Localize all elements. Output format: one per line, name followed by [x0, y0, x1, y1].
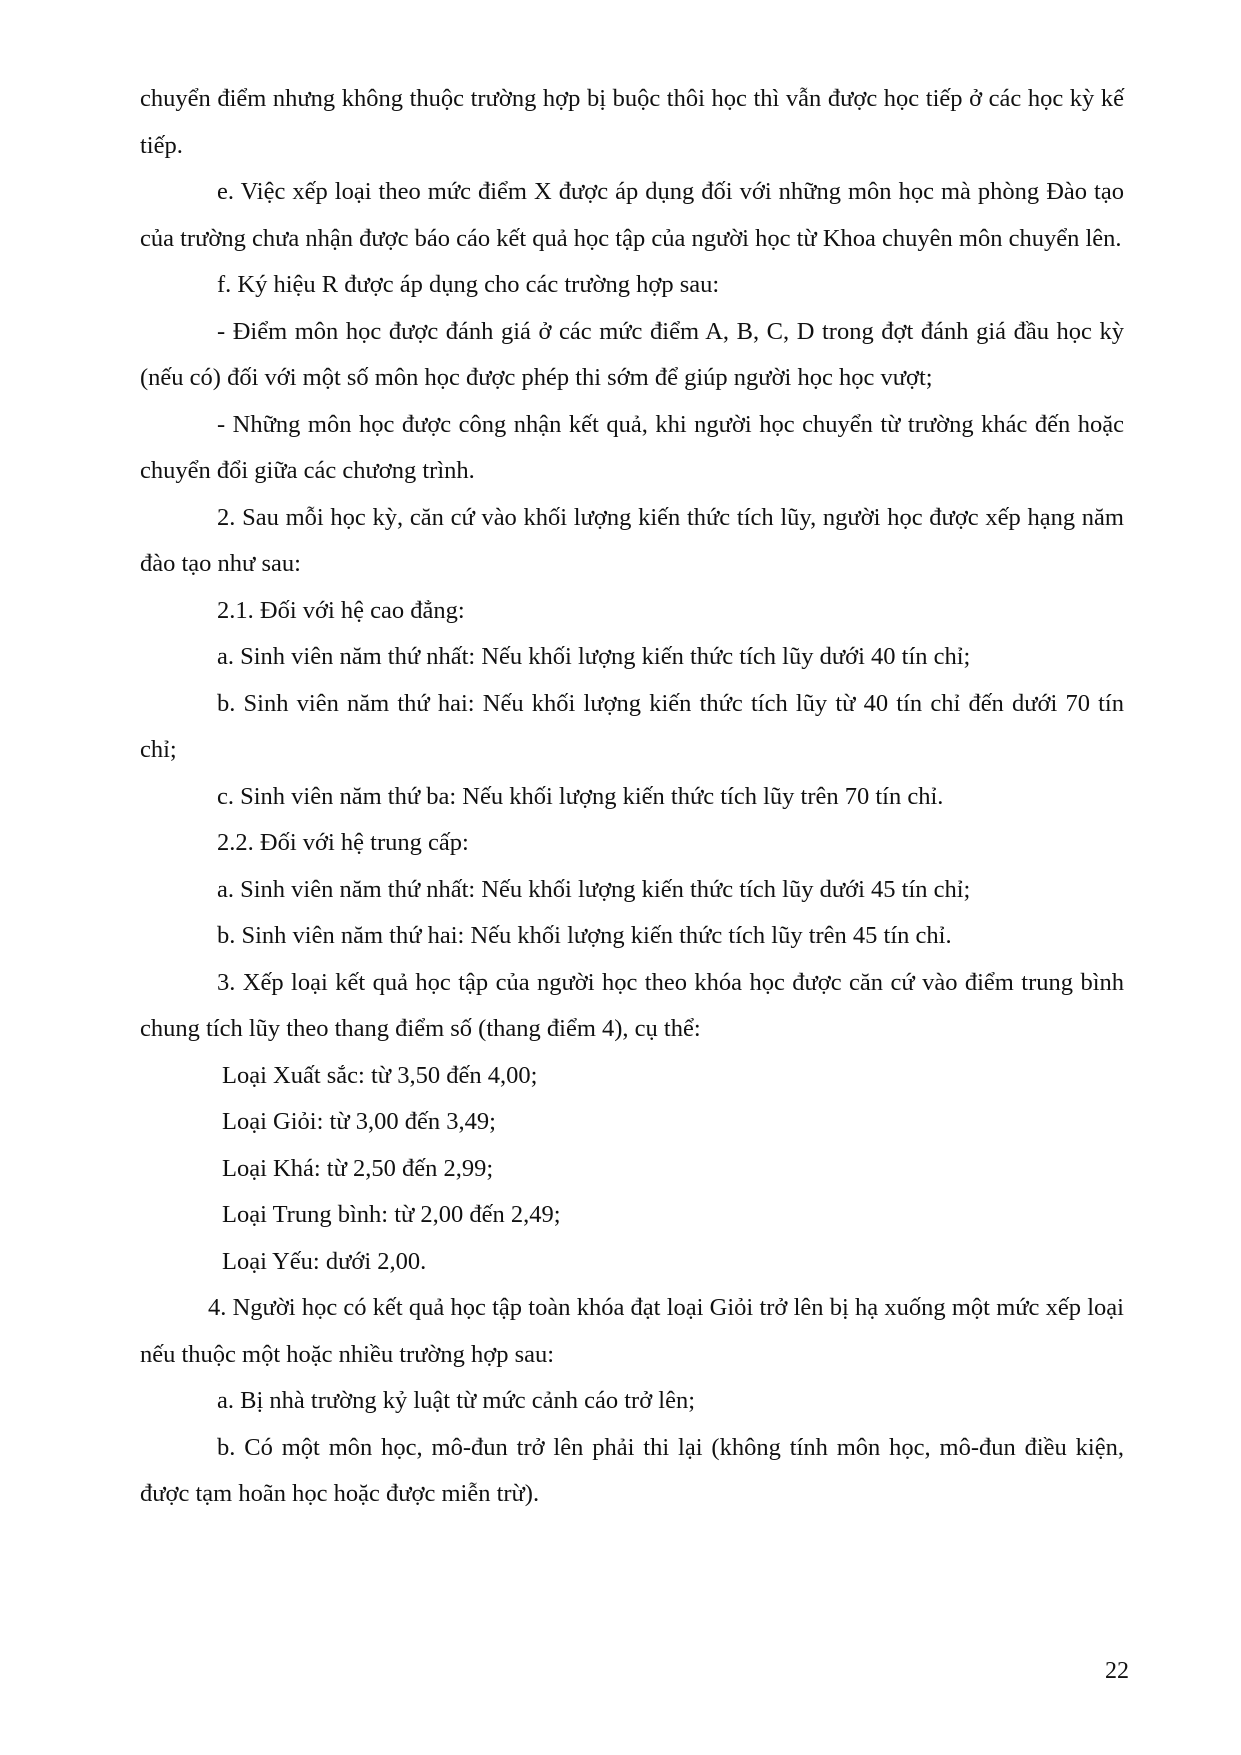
paragraph-section-2: 2. Sau mỗi học kỳ, căn cứ vào khối lượng kiến thức tích lũy, người học được xếp hạng năm đào tạo như sau:: [140, 503, 1124, 577]
paragraph-4-a: a. Bị nhà trường kỷ luật từ mức cảnh cáo trở lên;: [217, 1387, 696, 1414]
paragraph-bullet-1: - Điểm môn học được đánh giá ở các mức điểm A, B, C, D trong đợt đánh giá đầu học kỳ (nếu có) đối với một số môn học được phép thi sớm để giúp người học học vượt;: [140, 317, 1124, 391]
document-body: [140, 76, 1124, 1518]
paragraph-item-f: f. Ký hiệu R được áp dụng cho các trường hợp sau:: [217, 271, 720, 298]
paragraph-section-2-1: 2.1. Đối với hệ cao đẳng:: [217, 596, 465, 624]
page-number: 22: [1105, 1658, 1129, 1684]
grade-average: Loại Trung bình: từ 2,00 đến 2,49;: [222, 1201, 561, 1228]
paragraph-section-2-2: 2.2. Đối với hệ trung cấp:: [217, 829, 469, 856]
grade-good: Loại Giỏi: từ 3,00 đến 3,49;: [222, 1108, 496, 1135]
paragraph-bullet-2: - Những môn học được công nhận kết quả, khi người học chuyển từ trường khác đến hoặc chuyển đổi giữa các chương trình.: [140, 410, 1124, 484]
paragraph-section-3: 3. Xếp loại kết quả học tập của người học theo khóa học được căn cứ vào điểm trung bình chung tích lũy theo thang điểm số (thang điểm 4), cụ thể:: [140, 968, 1124, 1042]
paragraph-continuation: chuyển điểm nhưng không thuộc trường hợp bị buộc thôi học thì vẫn được học tiếp ở các học kỳ kế tiếp.: [140, 85, 1124, 159]
grade-excellent: Loại Xuất sắc: từ 3,50 đến 4,00;: [222, 1061, 538, 1089]
paragraph-2-2-b: b. Sinh viên năm thứ hai: Nếu khối lượng kiến thức tích lũy trên 45 tín chỉ.: [217, 922, 952, 949]
paragraph-item-e: e. Việc xếp loại theo mức điểm X được áp dụng đối với những môn học mà phòng Đào tạo của trường chưa nhận được báo cáo kết quả học tập của người học từ Khoa chuyên môn chuyển lên.: [140, 178, 1124, 252]
paragraph-4-b: b. Có một môn học, mô-đun trở lên phải thi lại (không tính môn học, mô-đun điều kiện, được tạm hoãn học hoặc được miễn trừ).: [140, 1433, 1124, 1507]
paragraph-2-1-a: a. Sinh viên năm thứ nhất: Nếu khối lượng kiến thức tích lũy dưới 40 tín chỉ;: [217, 643, 971, 670]
paragraph-2-1-b: b. Sinh viên năm thứ hai: Nếu khối lượng kiến thức tích lũy từ 40 tín chỉ đến dưới 70 tín chỉ;: [140, 689, 1124, 763]
paragraph-section-4: 4. Người học có kết quả học tập toàn khóa đạt loại Giỏi trở lên bị hạ xuống một mức xếp loại nếu thuộc một hoặc nhiều trường hợp sau:: [140, 1294, 1124, 1368]
grade-fair: Loại Khá: từ 2,50 đến 2,99;: [222, 1154, 494, 1182]
paragraph-2-1-c: c. Sinh viên năm thứ ba: Nếu khối lượng kiến thức tích lũy trên 70 tín chỉ.: [217, 782, 944, 810]
grade-weak: Loại Yếu: dưới 2,00.: [222, 1247, 427, 1275]
paragraph-2-2-a: a. Sinh viên năm thứ nhất: Nếu khối lượng kiến thức tích lũy dưới 45 tín chỉ;: [217, 875, 971, 903]
